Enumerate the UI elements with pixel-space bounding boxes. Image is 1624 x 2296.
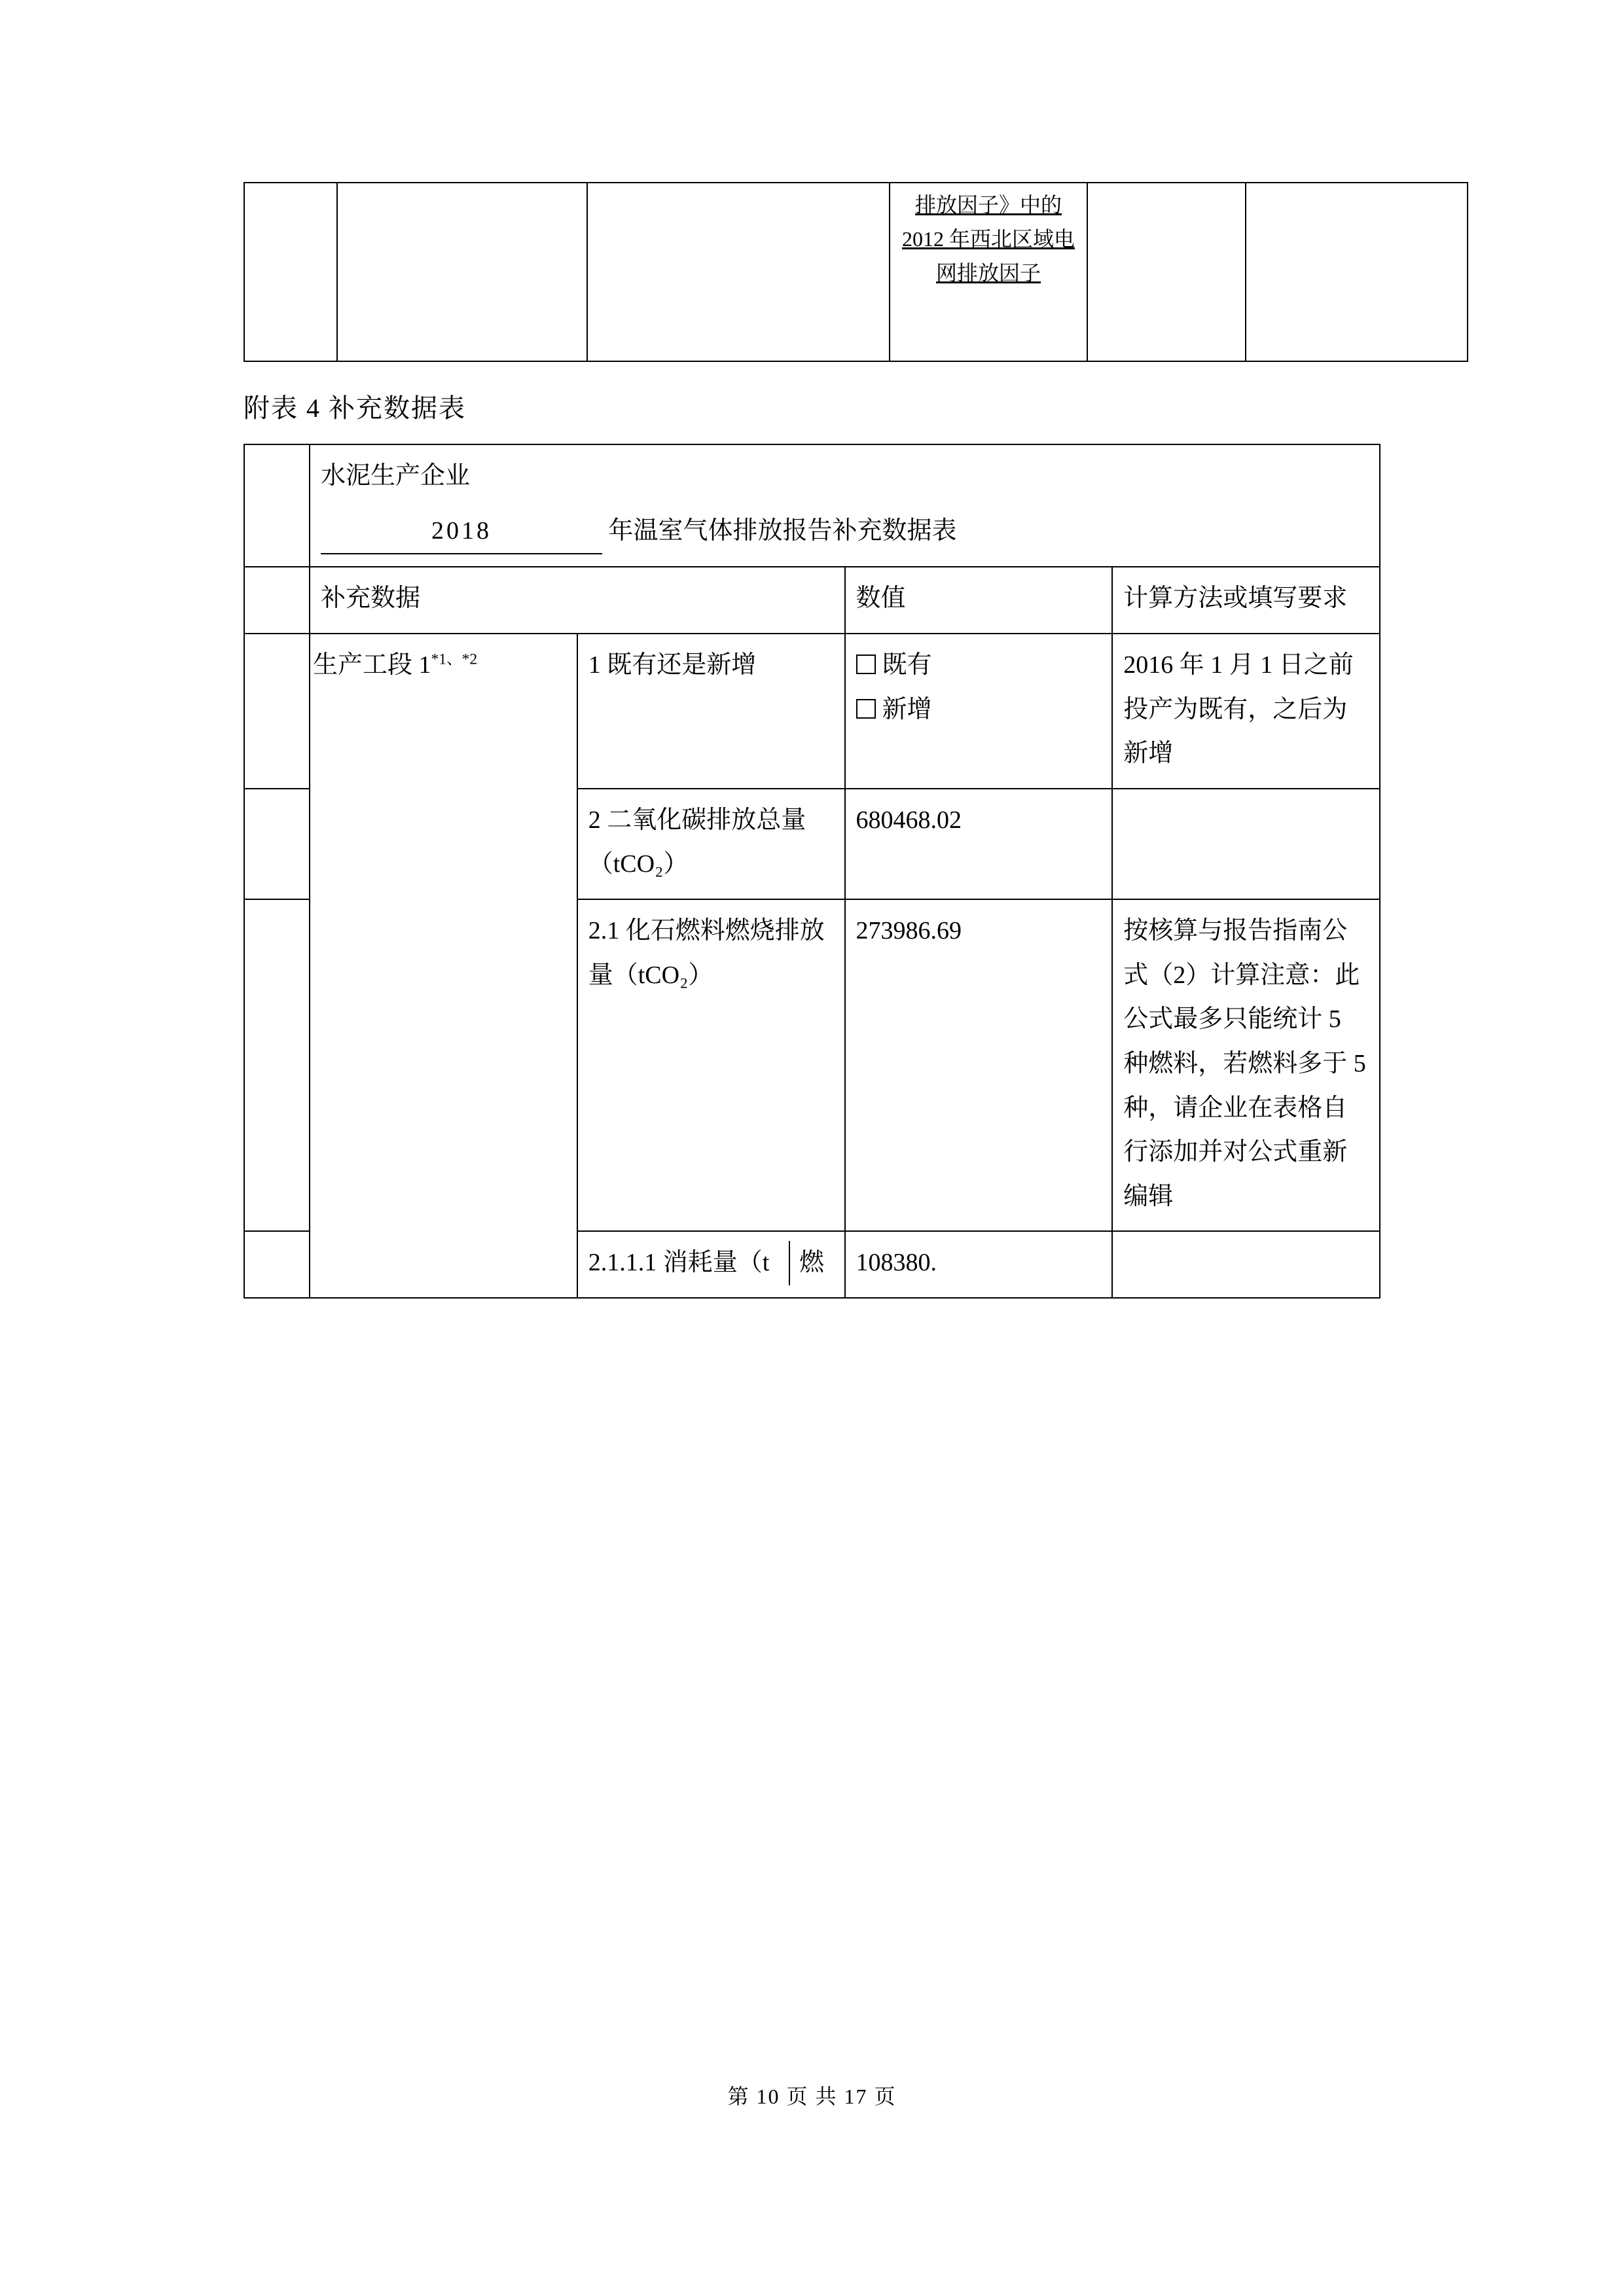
section-label-cell <box>310 634 577 1298</box>
checkbox-existing-row[interactable] <box>856 643 1102 688</box>
fragment-cell-1 <box>244 183 337 361</box>
table-row-header <box>244 567 1380 634</box>
fragment-cell-emission-factor-text: 排放因子》中的 2012 年西北区域电网排放因子 <box>901 193 1075 285</box>
fragment-cell-3 <box>587 183 890 361</box>
row1-item: 1 既有还是新增 <box>577 634 845 789</box>
header-method: 计算方法或填写要求 <box>1112 567 1380 634</box>
row2-value[interactable]: 680468.02 <box>845 789 1113 899</box>
row4-item-cell <box>577 1231 845 1298</box>
table-caption: 附表 4 补充数据表 <box>244 393 466 423</box>
year-input[interactable]: 2018 <box>321 509 602 555</box>
row4-method <box>1112 1231 1380 1298</box>
section-label-sup: *1、*2 <box>431 651 478 668</box>
row3-value[interactable]: 273986.69 <box>845 899 1113 1231</box>
fragment-cell-emission-factor <box>890 183 1087 361</box>
checkbox-icon[interactable] <box>856 655 876 674</box>
row4-value[interactable]: 108380. <box>845 1231 1113 1298</box>
checkbox-existing-label: 既有 <box>882 651 932 679</box>
row3-spacer-cell <box>244 899 310 1231</box>
row4-spacer-cell <box>244 1231 310 1298</box>
row1-value <box>845 634 1113 789</box>
title-row-spacer-cell <box>244 444 310 567</box>
table-title-line2-wrap <box>321 509 1369 555</box>
header-spacer-cell <box>244 567 310 634</box>
row1-method: 2016 年 1 月 1 日之前投产为既有，之后为新增 <box>1112 634 1380 789</box>
row3-item: 2.1 化石燃料燃烧排放量（tCO₂） <box>577 899 845 1231</box>
supplementary-data-table <box>244 444 1380 1299</box>
table-title-line2: 年温室气体排放报告补充数据表 <box>608 516 957 545</box>
section-label-text: 生产工段 1 <box>313 651 431 679</box>
fragment-cell-6 <box>1246 183 1468 361</box>
table-row <box>244 183 1468 361</box>
checkbox-new-label: 新增 <box>882 695 932 723</box>
fragment-cell-5 <box>1087 183 1246 361</box>
table-fragment-previous <box>244 182 1468 362</box>
checkbox-new-row[interactable] <box>856 688 1102 732</box>
table-row <box>244 634 1380 789</box>
row3-method: 按核算与报告指南公式（2）计算注意：此公式最多只能统计 5 种燃料，若燃料多于 5 种，请企业在表格自行添加并对公式重新编辑 <box>1112 899 1380 1231</box>
table-title-line1: 水泥生产企业 <box>321 462 471 490</box>
row2-item: 2 二氧化碳排放总量（tCO₂） <box>577 789 845 899</box>
checkbox-icon[interactable] <box>856 699 876 719</box>
page-footer: 第 10 页 共 17 页 <box>727 2085 897 2108</box>
row2-method <box>1112 789 1380 899</box>
table-title-cell <box>310 444 1380 567</box>
header-value: 数值 <box>845 567 1113 634</box>
table-row-title <box>244 444 1380 567</box>
header-item: 补充数据 <box>310 567 845 634</box>
row4-item-right: 燃 <box>789 1241 833 1285</box>
row4-item: 2.1.1.1 消耗量（t <box>588 1249 770 1277</box>
fragment-cell-2 <box>337 183 587 361</box>
row4-split <box>588 1241 834 1285</box>
row1-spacer-cell <box>244 634 310 789</box>
row2-spacer-cell <box>244 789 310 899</box>
